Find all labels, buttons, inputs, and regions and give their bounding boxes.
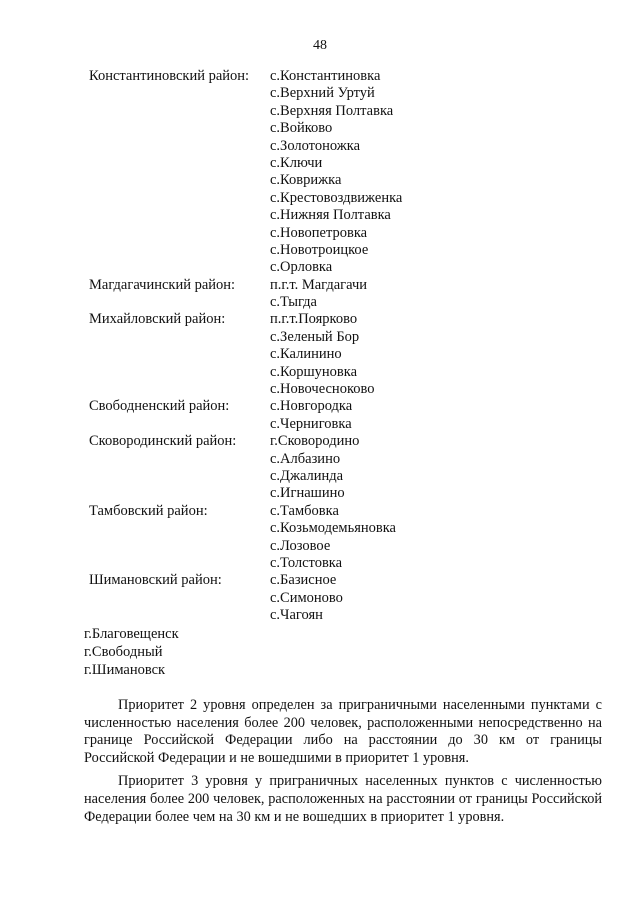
settlement-item: п.г.т. Магдагачи <box>270 276 368 293</box>
settlement-item: с.Толстовка <box>270 554 343 571</box>
district-block <box>0 572 640 624</box>
settlement-item: с.Лозовое <box>270 537 331 554</box>
settlement-item: с.Орловка <box>270 259 333 276</box>
city-item: г.Благовещенск <box>84 626 179 642</box>
settlement-item: с.Войково <box>270 120 333 137</box>
settlement-item: п.г.т.Поярково <box>270 311 358 328</box>
district-block <box>0 433 640 503</box>
settlement-item: с.Новочесноково <box>270 381 375 398</box>
settlement-list <box>270 433 640 503</box>
settlement-item: с.Золотоножка <box>270 137 361 154</box>
district-name: Свободненский район: <box>89 398 230 415</box>
settlement-list <box>270 277 640 312</box>
district-block <box>0 398 640 433</box>
priority-3-paragraph: Приоритет 3 уровня у приграничных населенных пунктов с численностью населения более 200 человек, расположенных на расстоянии от границы Российской Федерации более чем на 30 км и не вошедших в приоритет 1 уровня. <box>84 773 602 825</box>
settlement-item: с.Калинино <box>270 346 342 363</box>
settlement-item: с.Игнашино <box>270 485 345 502</box>
settlement-list <box>270 398 640 433</box>
settlement-item: с.Константиновка <box>270 68 381 84</box>
district-list <box>0 68 640 625</box>
settlement-item: с.Тыгда <box>270 294 317 311</box>
body-text <box>84 697 602 832</box>
settlement-item: с.Новотроицкое <box>270 241 369 258</box>
settlement-item: с.Базисное <box>270 572 337 589</box>
settlement-item: с.Крестовоздвиженка <box>270 189 403 206</box>
settlement-item: с.Коршуновка <box>270 363 358 380</box>
settlement-item: с.Ключи <box>270 154 323 171</box>
settlement-item: с.Новопетровка <box>270 224 368 241</box>
page-number: 48 <box>313 38 327 53</box>
settlement-item: с.Козьмодемьяновка <box>270 520 396 537</box>
settlement-item: с.Чагоян <box>270 607 323 624</box>
settlement-list <box>270 311 640 398</box>
settlement-item: с.Черниговка <box>270 415 352 432</box>
district-block <box>0 68 640 277</box>
settlement-item: с.Симоново <box>270 589 343 606</box>
district-name: Сковородинский район: <box>89 433 237 450</box>
district-name: Михайловский район: <box>89 311 226 328</box>
settlement-item: с.Джалинда <box>270 467 344 484</box>
settlement-item: с.Верхний Уртуй <box>270 85 375 102</box>
city-item: г.Свободный <box>84 644 163 660</box>
settlement-item: с.Албазино <box>270 450 341 467</box>
district-block <box>0 277 640 312</box>
city-list <box>84 625 179 679</box>
settlement-item: с.Нижняя Полтавка <box>270 207 391 224</box>
district-name: Константиновский район: <box>89 68 250 84</box>
district-block <box>0 311 640 398</box>
settlement-item: с.Новгородка <box>270 398 353 415</box>
settlement-item: с.Зеленый Бор <box>270 328 360 345</box>
settlement-list <box>270 572 640 624</box>
priority-2-paragraph: Приоритет 2 уровня определен за приграничными населенными пунктами с численностью населения более 200 человек, расположенными непосредственно на границе Российской Федерации либо на расстоянии до 30 км от границы Российской Федерации и не вошедшими в приоритет 1 уровня. <box>84 697 602 766</box>
district-block <box>0 503 640 573</box>
settlement-item: с.Тамбовка <box>270 502 339 519</box>
settlement-list <box>270 503 640 573</box>
district-name: Тамбовский район: <box>89 502 208 519</box>
city-item: г.Шимановск <box>84 662 166 678</box>
district-name: Магдагачинский район: <box>89 276 236 293</box>
district-name: Шимановский район: <box>89 572 222 589</box>
settlement-item: с.Верхняя Полтавка <box>270 102 394 119</box>
settlement-item: с.Коврижка <box>270 172 342 189</box>
settlement-list <box>270 68 640 277</box>
settlement-item: г.Сковородино <box>270 433 360 450</box>
